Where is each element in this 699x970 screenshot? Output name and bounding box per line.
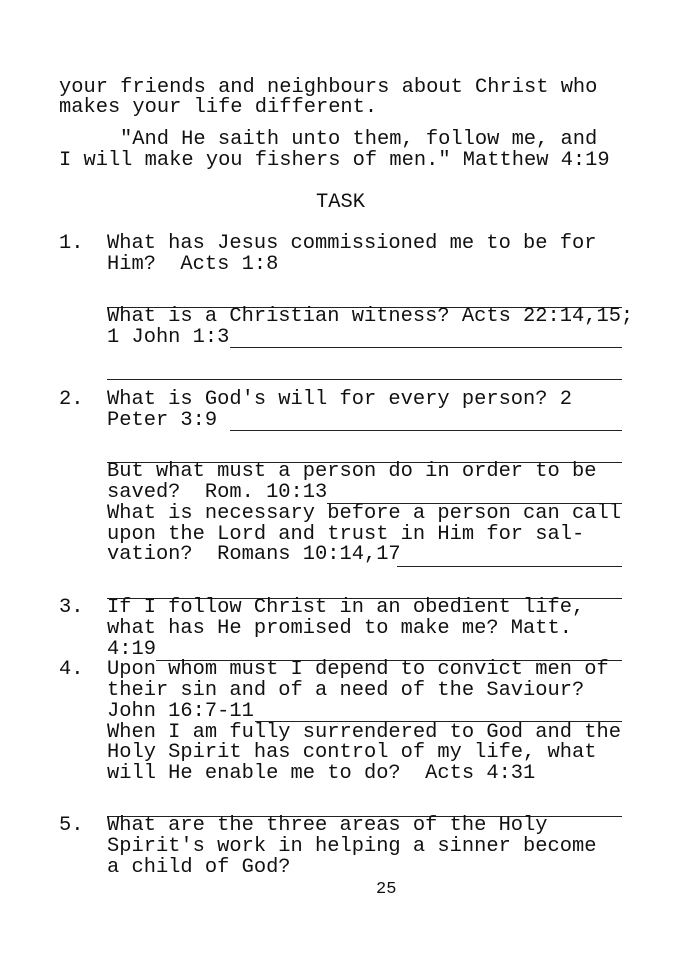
section-heading: TASK [316,191,365,214]
scripture-quote: "And He saith unto them, follow me, and [120,128,598,151]
answer-line[interactable] [230,430,622,431]
question-text: What are the three areas of the Holy [107,814,548,837]
question-text: what has He promised to make me? Matt. [107,617,572,640]
question-text: 1 John 1:3 [107,326,230,349]
question-text: But what must a person do in order to be [107,460,597,483]
question-number: 4. [59,658,84,681]
page-number: 25 [376,880,397,899]
question-text: Peter 3:9 [107,409,218,432]
question-text: upon the Lord and trust in Him for sal- [107,523,585,546]
question-text: will He enable me to do? Acts 4:31 [107,762,536,785]
question-text: saved? Rom. 10:13 [107,481,328,504]
question-text: Spirit's work in helping a sinner become [107,835,597,858]
question-text: Him? Acts 1:8 [107,253,279,276]
answer-line[interactable] [397,566,622,567]
question-number: 2. [59,388,84,411]
question-text: What is God's will for every person? 2 [107,388,572,411]
question-text: their sin and of a need of the Saviour? [107,679,585,702]
question-text: John 16:7-11 [107,700,254,723]
question-text: vation? Romans 10:14,17 [107,543,401,566]
question-text: Holy Spirit has control of my life, what [107,741,597,764]
answer-line[interactable] [230,347,622,348]
question-text: a child of God? [107,856,291,879]
answer-line[interactable] [107,379,622,380]
question-number: 1. [59,232,84,255]
question-text: What has Jesus commissioned me to be for [107,232,597,255]
question-text: What is a Christian witness? Acts 22:14,15; [107,305,634,328]
scripture-quote: I will make you fishers of men." Matthew 4:19 [59,149,610,172]
question-text: Upon whom must I depend to convict men of [107,658,609,681]
question-text: When I am fully surrendered to God and the [107,721,621,744]
question-number: 3. [59,596,84,619]
intro-text: your friends and neighbours about Christ who [59,76,598,99]
question-text: What is necessary before a person can call [107,502,621,525]
intro-text: makes your life different. [59,96,378,119]
question-number: 5. [59,814,84,837]
question-text: 4:19 [107,638,156,661]
question-text: If I follow Christ in an obedient life, [107,596,585,619]
